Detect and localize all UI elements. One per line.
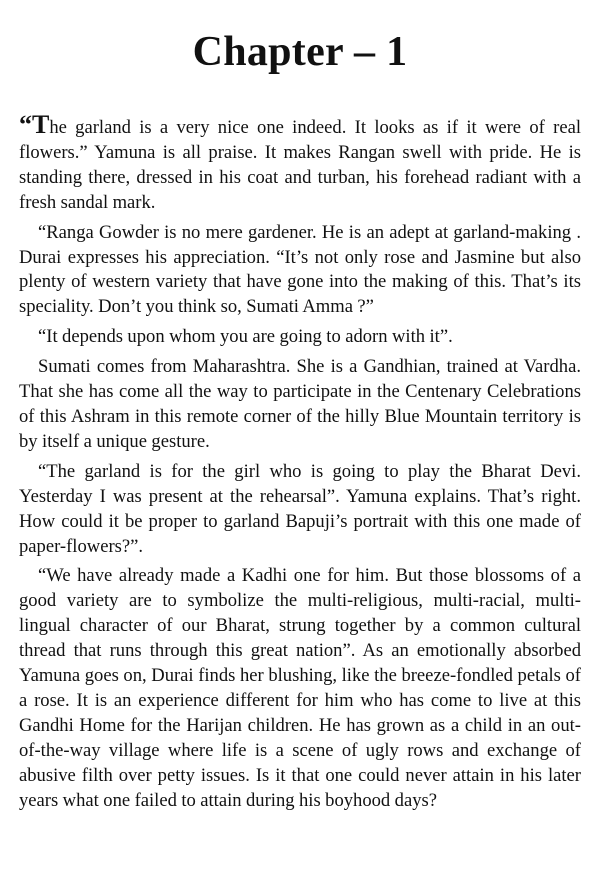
paragraph-1 <box>19 110 581 216</box>
chapter-title: Chapter – 1 <box>192 29 408 75</box>
paragraph-5: “The garland is for the girl who is going to play the Bharat Devi. Yesterday I was present at the rehearsal”. Yamuna explains. That’s right. How could it be proper to garland Bapuji’s portrait with this one made of paper-flowers?”. <box>19 460 581 557</box>
paragraph-lead: “T <box>19 110 50 139</box>
paragraph-2: “Ranga Gowder is no mere gardener. He is an adept at garland-making . Durai expresses his appreciation. “It’s not only rose and Jasmine but also plenty of western variety that have gone into the making of this. That’s its speciality. Don’t you think so, Sumati Amma ?” <box>19 221 581 318</box>
paragraph-text: he garland is a very nice one indeed. It looks as if it were of real flowers.” Yamuna is all praise. It makes Rangan swell with pride. He is standing there, dressed in his coat and turban, his forehead radiant with a fresh sandal mark. <box>19 117 581 213</box>
paragraph-4: Sumati comes from Maharashtra. She is a Gandhian, trained at Vardha. That she has come all the way to participate in the Centenary Celebrations of this Ashram in this remote corner of the hilly Blue Mountain territory is by itself a unique gesture. <box>19 356 581 452</box>
paragraph-6: “We have already made a Kadhi one for him. But those blossoms of a good variety are to symbolize the multi-religious, multi-racial, multi-lingual character of our Bharat, strung together by a common cultural thread that runs through this great nation”. As an emotionally absorbed Yamuna goes on, Durai finds her blushing, like the breeze-fondled petals of a rose. It is an experience different for him who has come to live at this Gandhi Home for the Harijan children. He has grown as a child in an out-of-the-way village where life is a scene of ugly rows and exchange of abusive filth over petty issues. Is it that one could never attain in his later years what one failed to attain during his boyhood days? <box>19 565 581 811</box>
paragraph-3: “It depends upon whom you are going to adorn with it”. <box>38 326 453 348</box>
chapter-body <box>19 110 581 818</box>
